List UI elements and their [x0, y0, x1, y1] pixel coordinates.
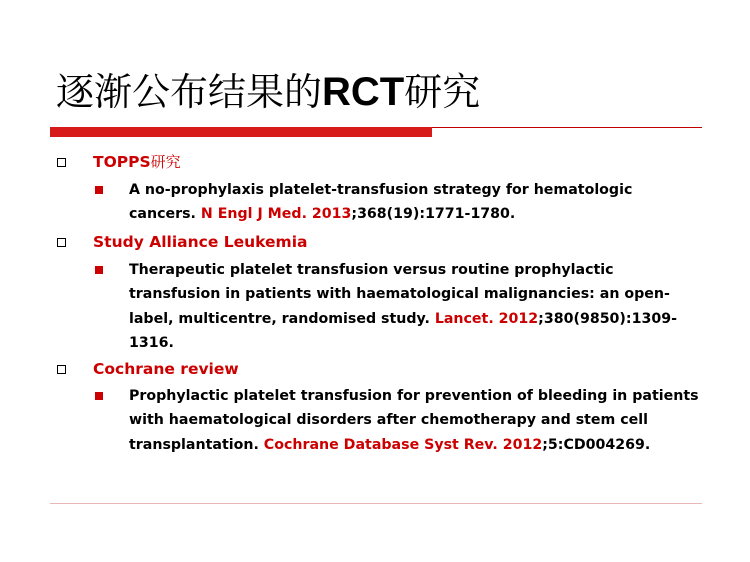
title-chinese-part1: 逐渐公布结果的: [56, 70, 323, 114]
heading-text: Cochrane review: [93, 360, 239, 378]
reference-cochrane: [129, 384, 704, 457]
title-rct: RCT: [322, 70, 405, 114]
title-chinese-part2: 研究: [404, 70, 481, 114]
footer-divider: [50, 503, 702, 504]
heading-text: Study Alliance Leukemia: [93, 233, 308, 251]
reference-journal: Lancet. 2012: [434, 310, 539, 327]
hollow-square-bullet-icon: [57, 365, 66, 374]
reference-topps: [129, 178, 704, 227]
reference-citation: ;380(9850):1309-1316.: [129, 310, 677, 352]
filled-square-bullet-icon: [95, 186, 103, 194]
reference-journal: Cochrane Database Syst Rev. 2012: [263, 436, 543, 453]
reference-text: Therapeutic platelet transfusion versus routine prophylactic transfusion in patients with haematological malignancies: an open-label, multicentre, randomised study.: [129, 262, 670, 327]
heading-text: TOPPS: [93, 153, 151, 171]
reference-citation: ;368(19):1771-1780.: [351, 206, 516, 223]
item-heading-topps: [93, 152, 181, 172]
hollow-square-bullet-icon: [57, 238, 66, 247]
filled-square-bullet-icon: [95, 392, 103, 400]
reference-citation: ;5:CD004269.: [542, 436, 651, 453]
filled-square-bullet-icon: [95, 266, 103, 274]
title-underline-thick: [50, 127, 432, 137]
reference-study-alliance: [129, 258, 704, 356]
hollow-square-bullet-icon: [57, 158, 66, 167]
heading-chinese: 研究: [150, 153, 181, 171]
reference-journal: N Engl J Med. 2013: [200, 206, 352, 223]
item-heading-cochrane: [93, 359, 239, 379]
slide-title: [56, 62, 480, 122]
reference-text: A no-prophylaxis platelet-transfusion strategy for hematologic cancers.: [129, 182, 633, 223]
item-heading-study-alliance: [93, 232, 307, 252]
reference-text: Prophylactic platelet transfusion for prevention of bleeding in patients with haematological disorders after chemotherapy and stem cell transplantation.: [129, 388, 699, 453]
